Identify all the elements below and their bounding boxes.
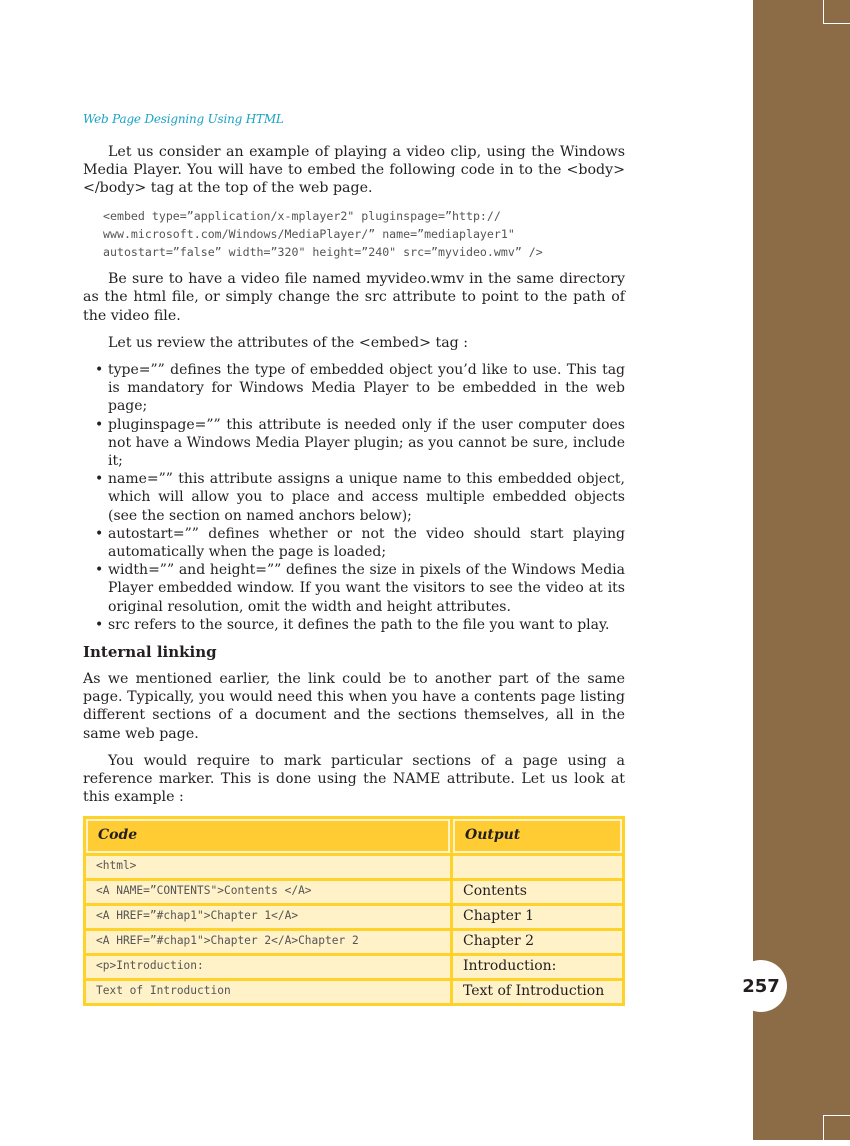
output-cell: Text of Introduction — [453, 981, 622, 1003]
page-body — [83, 143, 625, 1006]
list-item: • pluginspage=”” this attribute is needed only if the user computer does not have a Windows Media Player plugin; as you cannot be sure, include it; — [83, 416, 625, 471]
code-cell: <p>Introduction: — [86, 956, 450, 978]
table-row — [86, 906, 622, 928]
table-row — [86, 881, 622, 903]
table-row — [86, 956, 622, 978]
table-row — [86, 981, 622, 1003]
output-cell: Chapter 2 — [453, 931, 622, 953]
table-row — [86, 931, 622, 953]
crop-mark-top — [823, 0, 850, 24]
list-item: • src refers to the source, it defines the path to the file you want to play. — [83, 616, 625, 634]
page-number: 257 — [735, 960, 787, 1012]
code-cell: <A HREF=”#chap1">Chapter 2</A>Chapter 2 — [86, 931, 450, 953]
list-item: • autostart=”” defines whether or not the video should start playing automatically when the page is loaded; — [83, 525, 625, 561]
crop-mark-bottom — [823, 1115, 850, 1146]
code-cell: <html> — [86, 856, 450, 878]
code-cell: <A NAME=”CONTENTS">Contents </A> — [86, 881, 450, 903]
code-cell: <A HREF=”#chap1">Chapter 1</A> — [86, 906, 450, 928]
paragraph-name-attribute: You would require to mark particular sections of a page using a reference marker. This is done using the NAME attribute. Let us look at this example : — [83, 752, 625, 806]
running-head: Web Page Designing Using HTML — [83, 112, 284, 126]
attribute-list — [83, 361, 625, 634]
paragraph-video-file: Be sure to have a video file named myvideo.wmv in the same directory as the html file, or simply change the src attribute to point to the path of the video file. — [83, 271, 625, 324]
paragraph-attributes-intro: Let us review the attributes of the <embed> tag : — [108, 334, 469, 351]
example-table — [83, 816, 625, 1006]
paragraph-internal-linking: As we mentioned earlier, the link could be to another part of the same page. Typically, you would need this when you have a contents page listing different sections of a document and the sections themselves, all in the same web page. — [83, 671, 625, 742]
output-cell — [453, 856, 622, 878]
table-row — [86, 856, 622, 878]
section-heading: Internal linking — [83, 643, 217, 662]
list-item: • name=”” this attribute assigns a unique name to this embedded object, which will allow you to place and access multiple embedded objects (see the section on named anchors below); — [83, 470, 625, 525]
list-item: • type=”” defines the type of embedded object you’d like to use. This tag is mandatory for Windows Media Player to be embedded in the web page; — [83, 361, 625, 416]
output-cell: Introduction: — [453, 956, 622, 978]
table-header-row — [86, 819, 622, 853]
output-cell: Contents — [453, 881, 622, 903]
paragraph-intro: Let us consider an example of playing a video clip, using the Windows Media Player. You will have to embed the following code in to the <body></body> tag at the top of the web page. — [83, 144, 625, 197]
column-header-output: Output — [453, 819, 622, 853]
column-header-code: Code — [86, 819, 450, 853]
embed-code-sample: <embed type=”application/x-mplayer2" pluginspage=”http:// www.microsoft.com/Windows/MediaPlayer/” name=”mediaplayer1" autostart=”false” width=”320" height=”240" src=”myvideo.wmv” /> — [103, 208, 543, 260]
output-cell: Chapter 1 — [453, 906, 622, 928]
code-cell: Text of Introduction — [86, 981, 450, 1003]
list-item: • width=”” and height=”” defines the size in pixels of the Windows Media Player embedded window. If you want the visitors to see the video at its original resolution, omit the width and height attributes. — [83, 561, 625, 616]
